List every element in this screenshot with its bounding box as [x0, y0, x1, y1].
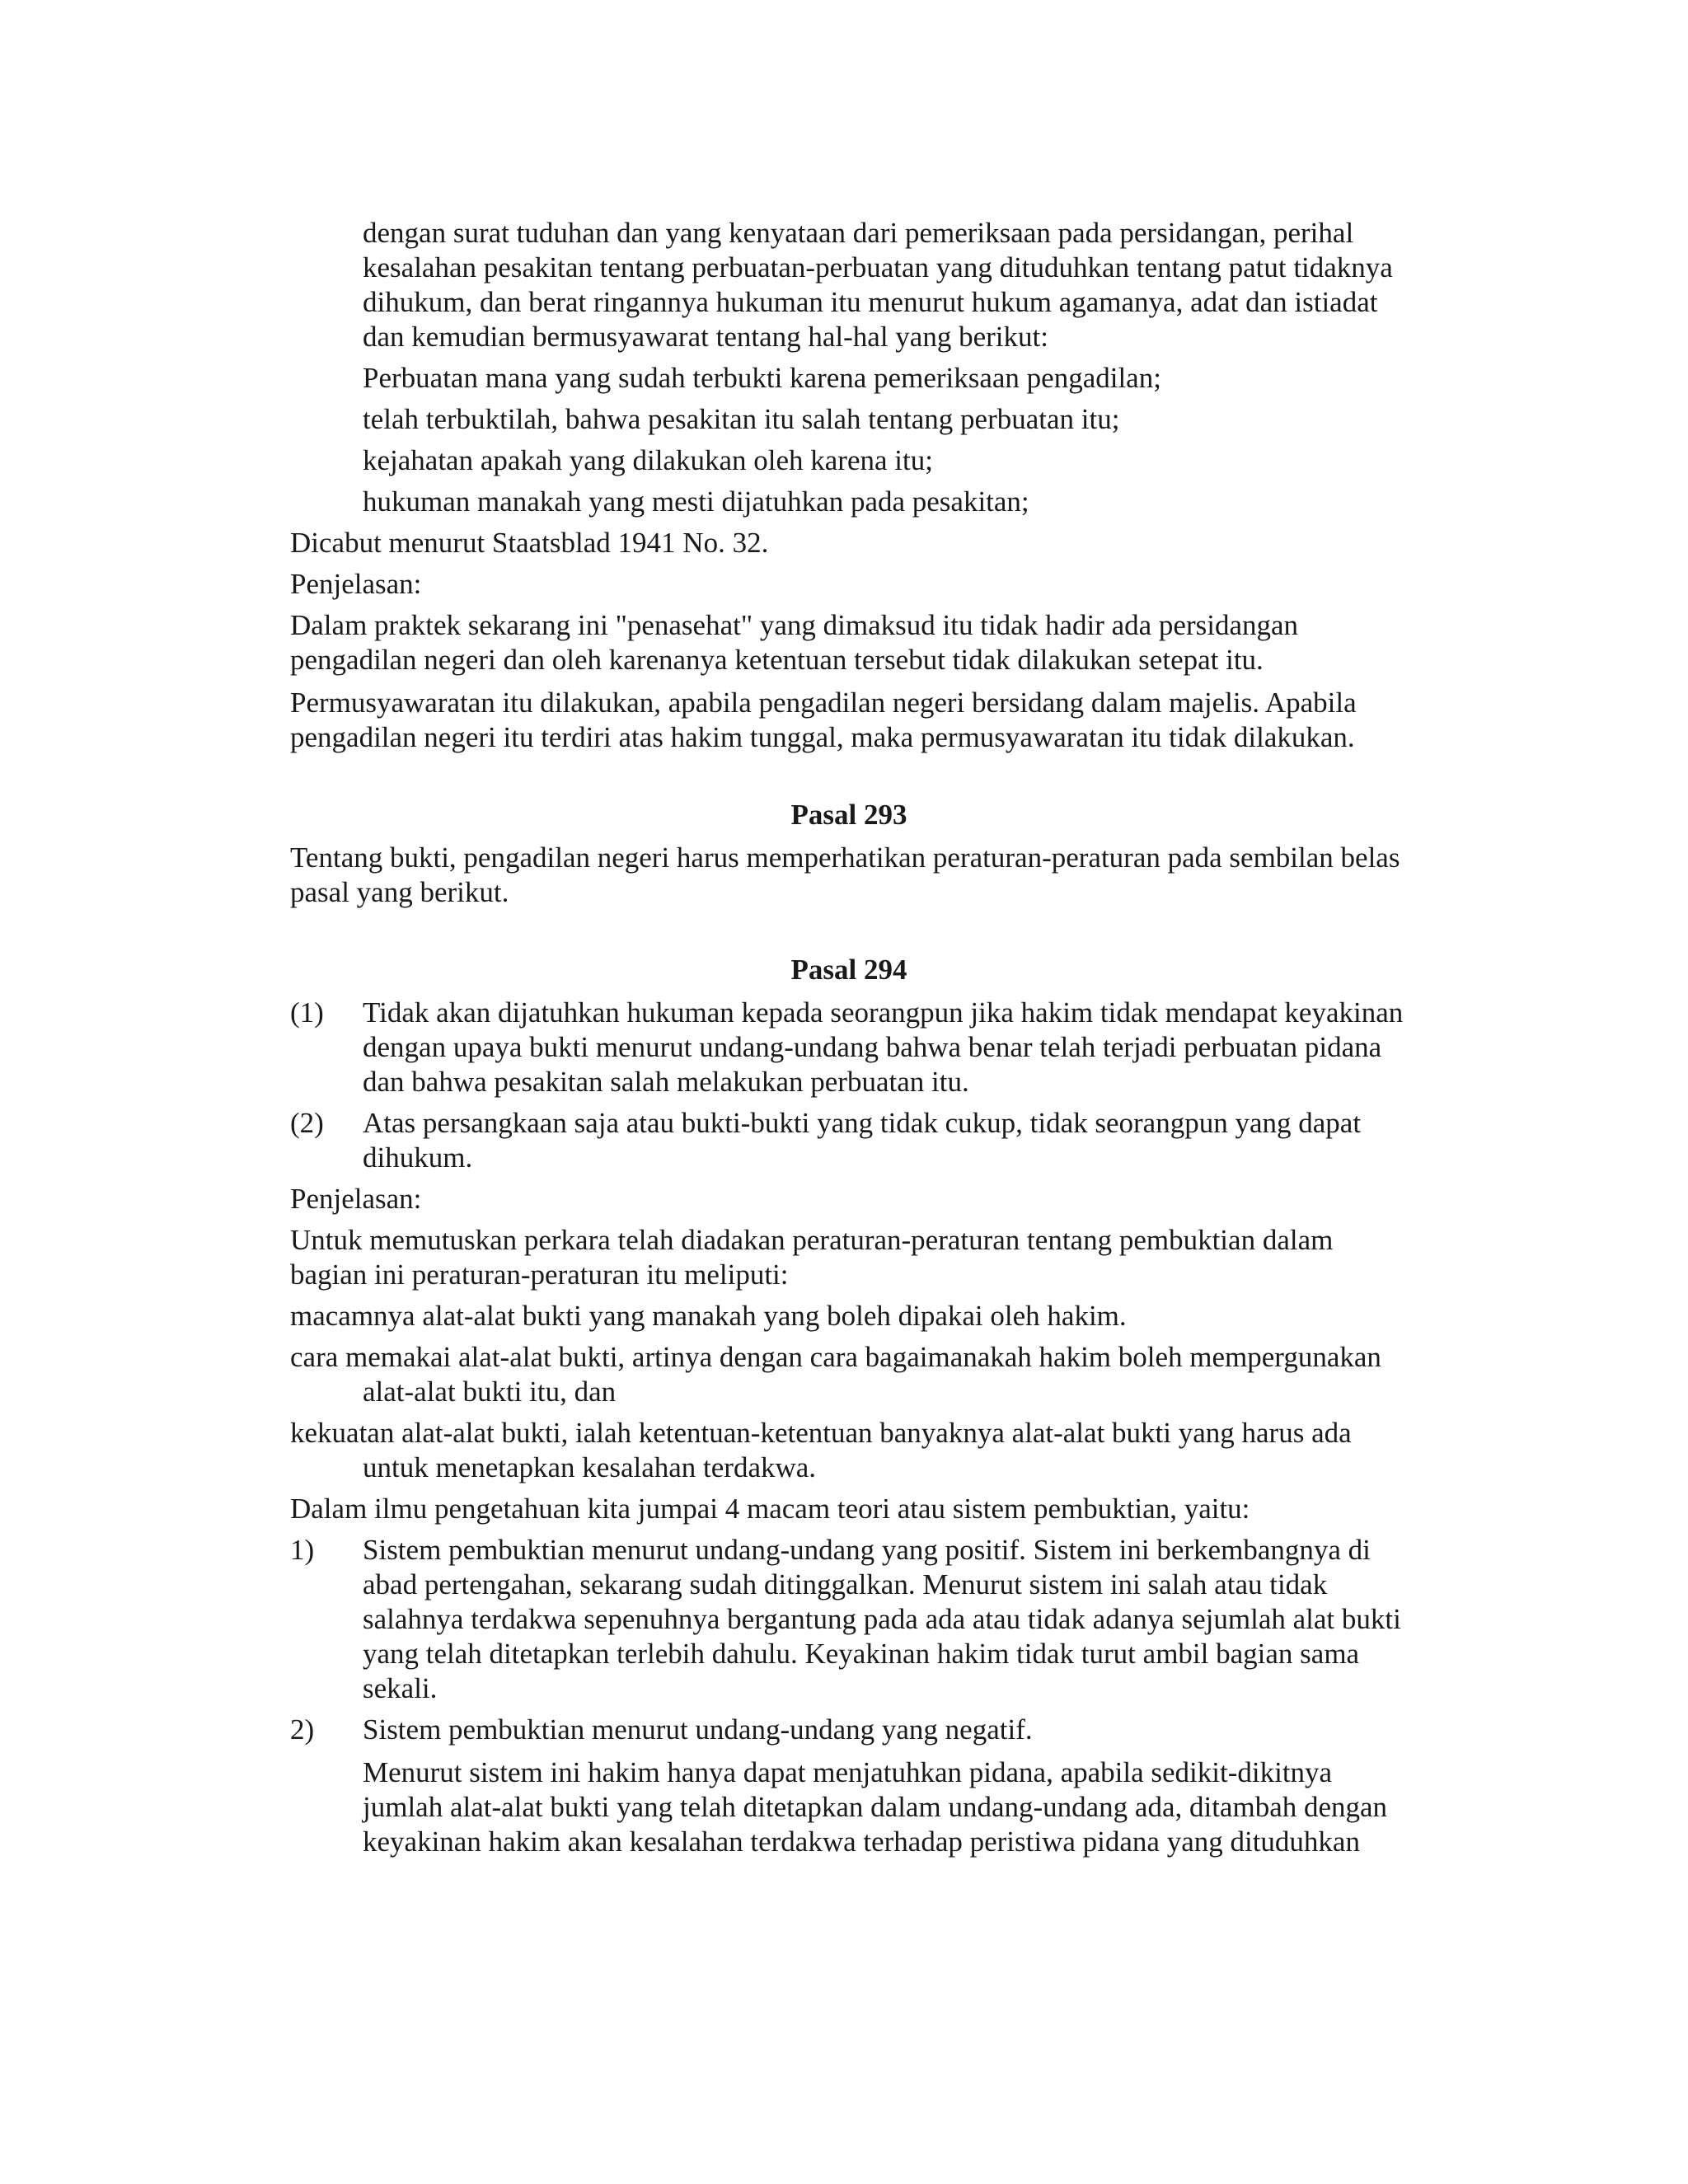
explanation-label: Penjelasan: — [290, 568, 422, 600]
article-293-text: Tentang bukti, pengadilan negeri harus memperhatikan peraturan-peraturan pada sembilan belas pasal yang berikut. — [290, 841, 1400, 908]
theory-text: Sistem pembuktian menurut undang-undang yang positif. Sistem ini berkembangnya di abad pertengahan, sekarang sudah ditinggalkan. Menurut sistem ini salah atau tidak salahnya terdakwa sepenuhnya bergantung pada ada atau tidak adanya sejumlah alat bukti yang telah ditetapkan terlebih dahulu. Keyakinan hakim tidak turut ambil bagian sama sekali. — [363, 1534, 1401, 1704]
clause-number: (1) — [290, 996, 324, 1029]
theory-item — [290, 1533, 1408, 1706]
clause-text: Tidak akan dijatuhkan hukuman kepada seorangpun jika hakim tidak mendapat keyakinan dengan upaya bukti menurut undang-undang bahwa benar telah terjadi perbuatan pidana dan bahwa pesakitan salah melakukan perbuatan itu. — [363, 996, 1404, 1098]
revoked-note: Dicabut menurut Staatsblad 1941 No. 32. — [290, 527, 769, 559]
theory-number: 1) — [290, 1534, 315, 1566]
explanation-intro: Untuk memutuskan perkara telah diadakan peraturan-peraturan tentang pembuktian dalam bagian ini peraturan-peraturan itu meliputi: — [290, 1224, 1334, 1291]
deliberation-item: Perbuatan mana yang sudah terbukti karena pemeriksaan pengadilan; — [363, 362, 1161, 394]
theory-item — [290, 1713, 1408, 1747]
theories-intro: Dalam ilmu pengetahuan kita jumpai 4 macam teori atau sistem pembuktian, yaitu: — [290, 1493, 1250, 1525]
article-heading-293: Pasal 293 — [790, 799, 907, 831]
scope-item: kekuatan alat-alat bukti, ialah ketentuan-ketentuan banyaknya alat-alat bukti yang harus ada untuk menetapkan kesalahan terdakwa. — [290, 1417, 1352, 1483]
explanation-label: Penjelasan: — [290, 1183, 422, 1215]
explanation-paragraph: Permusyawaratan itu dilakukan, apabila pengadilan negeri bersidang dalam majelis. Apabila pengadilan negeri itu terdiri atas hakim tunggal, maka permusyawaratan itu tidak dilakukan. — [290, 687, 1357, 753]
theory-number: 2) — [290, 1713, 315, 1746]
clause-text: Atas persangkaan saja atau bukti-bukti yang tidak cukup, tidak seorangpun yang dapat dihukum. — [363, 1107, 1362, 1174]
clause-item — [290, 1106, 1408, 1175]
scope-item: cara memakai alat-alat bukti, artinya dengan cara bagaimanakah hakim boleh mempergunakan alat-alat bukti itu, dan — [290, 1341, 1381, 1408]
explanation-paragraph: Dalam praktek sekarang ini "penasehat" yang dimaksud itu tidak hadir ada persidangan pengadilan negeri dan oleh karenanya ketentuan tersebut tidak dilakukan setepat itu. — [290, 609, 1299, 676]
deliberation-item: hukuman manakah yang mesti dijatuhkan pada pesakitan; — [363, 485, 1029, 518]
continuation-paragraph: dengan surat tuduhan dan yang kenyataan dari pemeriksaan pada persidangan, perihal kesalahan pesakitan tentang perbuatan-perbuatan yang dituduhkan tentang patut tidaknya dihukum, dan berat ringannya hukuman itu menurut hukum agamanya, adat dan istiadat dan kemudian bermusyawarat tentang hal-hal yang berikut: — [363, 217, 1393, 353]
clause-number: (2) — [290, 1107, 324, 1139]
theory-detail: Menurut sistem ini hakim hanya dapat menjatuhkan pidana, apabila sedikit-dikitnya jumlah alat-alat bukti yang telah ditetapkan dalam undang-undang ada, ditambah dengan keyakinan hakim akan kesalahan terdakwa terhadap peristiwa pidana yang dituduhkan — [363, 1756, 1388, 1858]
scope-item: macamnya alat-alat bukti yang manakah yang boleh dipakai oleh hakim. — [290, 1300, 1127, 1332]
theory-text: Sistem pembuktian menurut undang-undang yang negatif. — [363, 1713, 1033, 1746]
deliberation-item: kejahatan apakah yang dilakukan oleh karena itu; — [363, 444, 933, 476]
deliberation-item: telah terbuktilah, bahwa pesakitan itu salah tentang perbuatan itu; — [363, 403, 1120, 435]
clause-item — [290, 996, 1408, 1099]
article-heading-294: Pasal 294 — [790, 954, 907, 986]
